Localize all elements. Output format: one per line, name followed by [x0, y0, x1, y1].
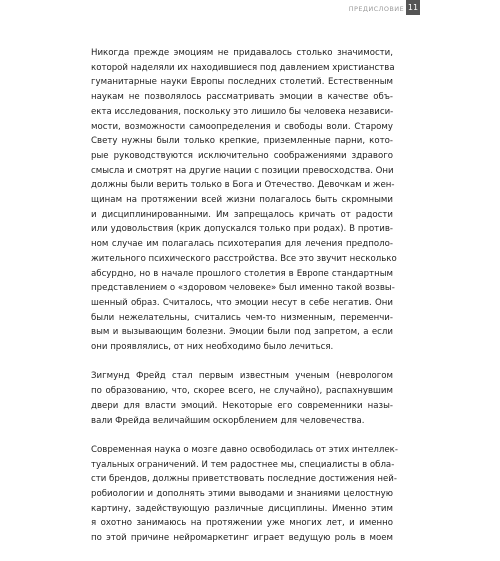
text-line: и дисциплинированными. Им запрещалось кричать от радости — [91, 209, 393, 220]
paragraph-2 — [91, 369, 393, 428]
text-line: екта исследования, поскольку это лишило бы человека независи- — [91, 106, 394, 117]
text-line: гуманитарные науки Европы последних столетий. Естественным — [91, 77, 393, 88]
text-line: щинам на протяжении всей жизни полагалось быть скромными — [91, 195, 393, 206]
text-line: которой наделяли их находившиеся под давлением христианства — [91, 62, 395, 73]
paragraph-1 — [91, 46, 397, 355]
text-line: двери для власти эмоций. Некоторые его современники назы- — [91, 400, 393, 411]
text-line: туальных ограничений. И тем радостнее мы, специалисты в обла- — [91, 459, 395, 470]
paragraph-3 — [91, 443, 398, 546]
text-line: вали Фрейда величайшим оскорблением для человечества. — [91, 415, 365, 426]
text-line: я охотно занимаюсь на протяжении уже многих лет, и именно — [91, 518, 393, 529]
text-line: абсурдно, но в начале прошлого столетия в Европе стандартным — [91, 268, 393, 279]
running-head: ПРЕДИСЛОВИЕ — [348, 5, 404, 13]
text-line: мости, возможности самоопределения и свободы воли. Старому — [91, 121, 393, 132]
text-line: жительного психического расстройства. Все это звучит несколько — [91, 253, 397, 264]
text-line: шенный образ. Считалось, что эмоции несут в себе негатив. Они — [91, 297, 393, 308]
text-line: по этой причине нейромаркетинг играет ведущую роль в моем — [91, 533, 393, 544]
text-line: Современная наука о мозге давно освободилась от этих интеллек- — [91, 444, 398, 455]
text-line: представлением о «здоровом человеке» был именно такой возвы- — [91, 283, 395, 294]
text-line: наукам не позволялось рассматривать эмоции в качестве объ- — [91, 92, 393, 103]
text-line: должны были верить только в Бога и Отечество. Девочкам и жен- — [91, 180, 395, 191]
text-line: они проявлялись, от них необходимо было лечиться. — [91, 342, 334, 353]
text-line: Никогда прежде эмоциям не придавалось столько значимости, — [91, 48, 393, 58]
text-line: или удовольствия (крик допускался только при родах). В против- — [91, 224, 393, 235]
text-line: смысла и смотрят на другие нации с позиции превосходства. Они — [91, 165, 394, 176]
text-line: Свету нужны были только крепкие, приземленные парни, кото- — [91, 136, 393, 147]
text-line: по образованию, что, скорее всего, не случайно), распахнувшим — [91, 386, 393, 397]
text-line: были нежелательны, считались чем-то низменным, переменчи- — [91, 312, 393, 323]
text-line: Зигмунд Фрейд стал первым известным ученым (неврологом — [91, 371, 393, 382]
body-text — [91, 46, 398, 561]
text-line: сти брендов, должны приветствовать последние достижения ней- — [91, 474, 397, 485]
text-line: робиологии и дополнять этими выводами и знаниями целостную — [91, 489, 393, 500]
page-number: 11 — [406, 0, 420, 15]
text-line: картину, задействующую различные дисциплины. Именно этим — [91, 503, 393, 514]
text-line: рые руководствуются исключительно соображениями здравого — [91, 150, 393, 161]
text-line: вым и вызывающим болезни. Эмоции были под запретом, а если — [91, 327, 393, 338]
text-line: ном случае им полагалась психотерапия для лечения предполо- — [91, 239, 393, 250]
